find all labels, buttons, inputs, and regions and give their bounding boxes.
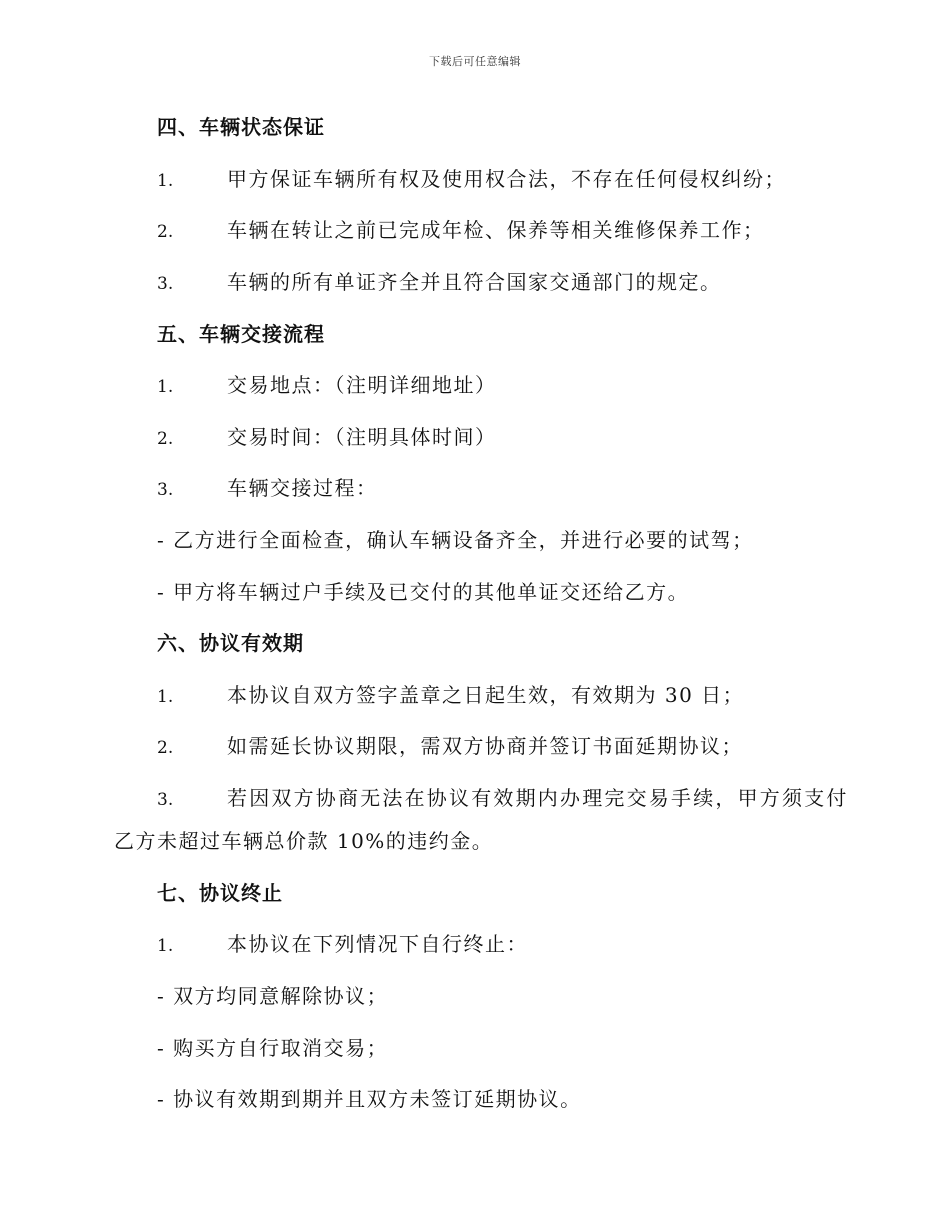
item-number: 2.: [157, 222, 174, 242]
list-item: [157, 372, 497, 400]
section-heading-4: 四、车辆状态保证: [157, 115, 325, 139]
item-continuation: 乙方未超过车辆总价款 10%的违约金。: [114, 829, 494, 853]
sub-item: - 乙方进行全面检查，确认车辆设备齐全，并进行必要的试驾；: [157, 528, 754, 552]
item-number: 1.: [157, 936, 174, 956]
item-number: 3.: [157, 274, 174, 294]
item-number: 3.: [157, 480, 174, 500]
sub-item: - 购买方自行取消交易；: [157, 1036, 389, 1060]
list-item: [157, 733, 743, 761]
list-item: [157, 166, 786, 194]
section-heading-6: 六、协议有效期: [157, 631, 304, 655]
list-item: [157, 424, 497, 452]
item-text: 车辆交接过程：: [227, 476, 378, 500]
item-text: 如需延长协议期限，需双方协商并签订书面延期协议；: [227, 734, 743, 758]
item-number: 1.: [157, 171, 174, 191]
sub-item: - 协议有效期到期并且双方未签订延期协议。: [157, 1087, 582, 1111]
sub-item: - 甲方将车辆过户手续及已交付的其他单证交还给乙方。: [157, 580, 690, 604]
list-item: [157, 269, 722, 297]
item-text: 甲方保证车辆所有权及使用权合法，不存在任何侵权纠纷；: [227, 167, 786, 191]
item-number: 2.: [157, 429, 174, 449]
sub-item: - 双方均同意解除协议；: [157, 984, 389, 1008]
section-heading-7: 七、协议终止: [157, 881, 283, 905]
item-number: 3.: [157, 790, 174, 810]
list-item: [157, 931, 528, 959]
item-number: 1.: [157, 377, 174, 397]
item-text: 本协议自双方签字盖章之日起生效，有效期为 30 日；: [227, 683, 745, 707]
list-item: [157, 785, 849, 813]
item-text: 若因双方协商无法在协议有效期内办理完交易手续，甲方须支付: [227, 786, 849, 810]
list-item: [157, 475, 378, 503]
item-text: 车辆的所有单证齐全并且符合国家交通部门的规定。: [227, 270, 722, 294]
list-item: [157, 217, 765, 245]
item-number: 1.: [157, 687, 174, 707]
item-number: 2.: [157, 738, 174, 758]
page-header: 下载后可任意编辑: [429, 55, 521, 68]
section-heading-5: 五、车辆交接流程: [157, 322, 325, 346]
item-text: 本协议在下列情况下自行终止：: [227, 932, 528, 956]
item-text: 交易时间：（注明具体时间）: [227, 425, 497, 449]
item-text: 车辆在转让之前已完成年检、保养等相关维修保养工作；: [227, 218, 765, 242]
item-text: 交易地点：（注明详细地址）: [227, 373, 497, 397]
list-item: [157, 682, 744, 710]
